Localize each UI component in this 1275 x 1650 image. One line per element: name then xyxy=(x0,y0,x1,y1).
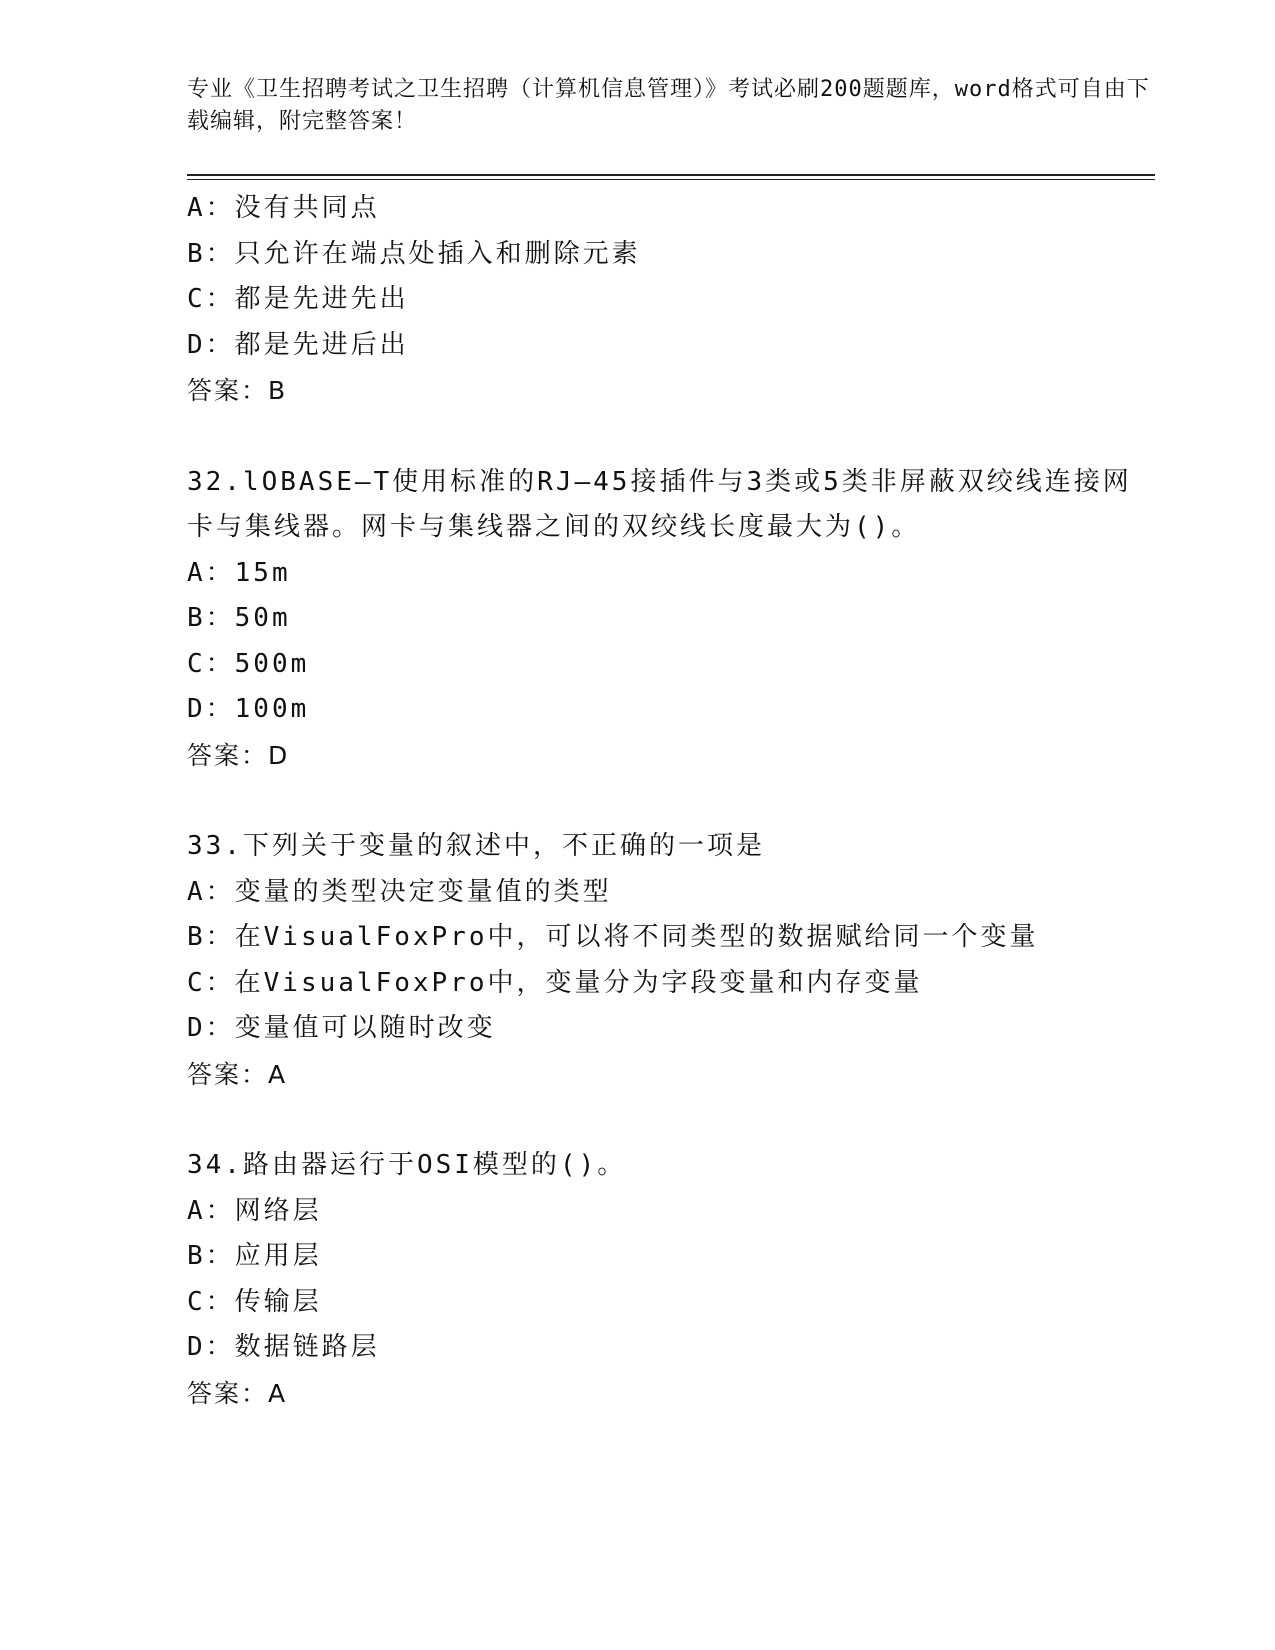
option-c: C：在VisualFoxPro中，变量分为字段变量和内存变量 xyxy=(187,967,923,998)
option-b: B：50m xyxy=(187,603,291,633)
prev-question-block xyxy=(187,186,1157,414)
answer-line: 答案：B xyxy=(187,376,288,405)
question-33 xyxy=(187,824,1157,1097)
option-d: D：数据链路层 xyxy=(187,1332,380,1362)
option-c: C：传输层 xyxy=(187,1286,322,1317)
answer-line: 答案：A xyxy=(187,1059,288,1089)
option-d: D：都是先进后出 xyxy=(187,329,409,360)
question-text: 34.路由器运行于OSI模型的()。 xyxy=(187,1150,627,1180)
option-c: C：500m xyxy=(187,648,310,679)
option-b: B：只允许在端点处插入和删除元素 xyxy=(187,238,641,269)
question-32 xyxy=(187,460,1157,779)
answer-line: 答案：A xyxy=(187,1378,288,1408)
option-b: B：应用层 xyxy=(187,1241,322,1271)
document-page xyxy=(187,74,1157,1416)
document-header: 专业《卫生招聘考试之卫生招聘（计算机信息管理）》考试必刷200题题库，word格式可自由下载编辑，附完整答案！ xyxy=(187,77,1150,134)
option-b: B：在VisualFoxPro中，可以将不同类型的数据赋给同一个变量 xyxy=(187,922,1039,952)
question-text: 33.下列关于变量的叙述中，不正确的一项是 xyxy=(187,831,765,861)
option-a: A：变量的类型决定变量值的类型 xyxy=(187,876,612,907)
question-text: 32.lOBASE—T使用标准的RJ—45接插件与3类或5类非屏蔽双绞线连接网卡与集线器。网卡与集线器之间的双绞线长度最大为()。 xyxy=(187,466,1132,542)
option-a: A：网络层 xyxy=(187,1195,322,1226)
answer-line: 答案：D xyxy=(187,740,290,770)
option-a: A：15m xyxy=(187,557,291,588)
option-d: D：100m xyxy=(187,694,310,724)
option-c: C：都是先进先出 xyxy=(187,284,409,314)
header-rule xyxy=(187,174,1155,180)
option-a: A：没有共同点 xyxy=(187,193,380,223)
option-d: D：变量值可以随时改变 xyxy=(187,1013,496,1043)
question-34 xyxy=(187,1143,1157,1416)
